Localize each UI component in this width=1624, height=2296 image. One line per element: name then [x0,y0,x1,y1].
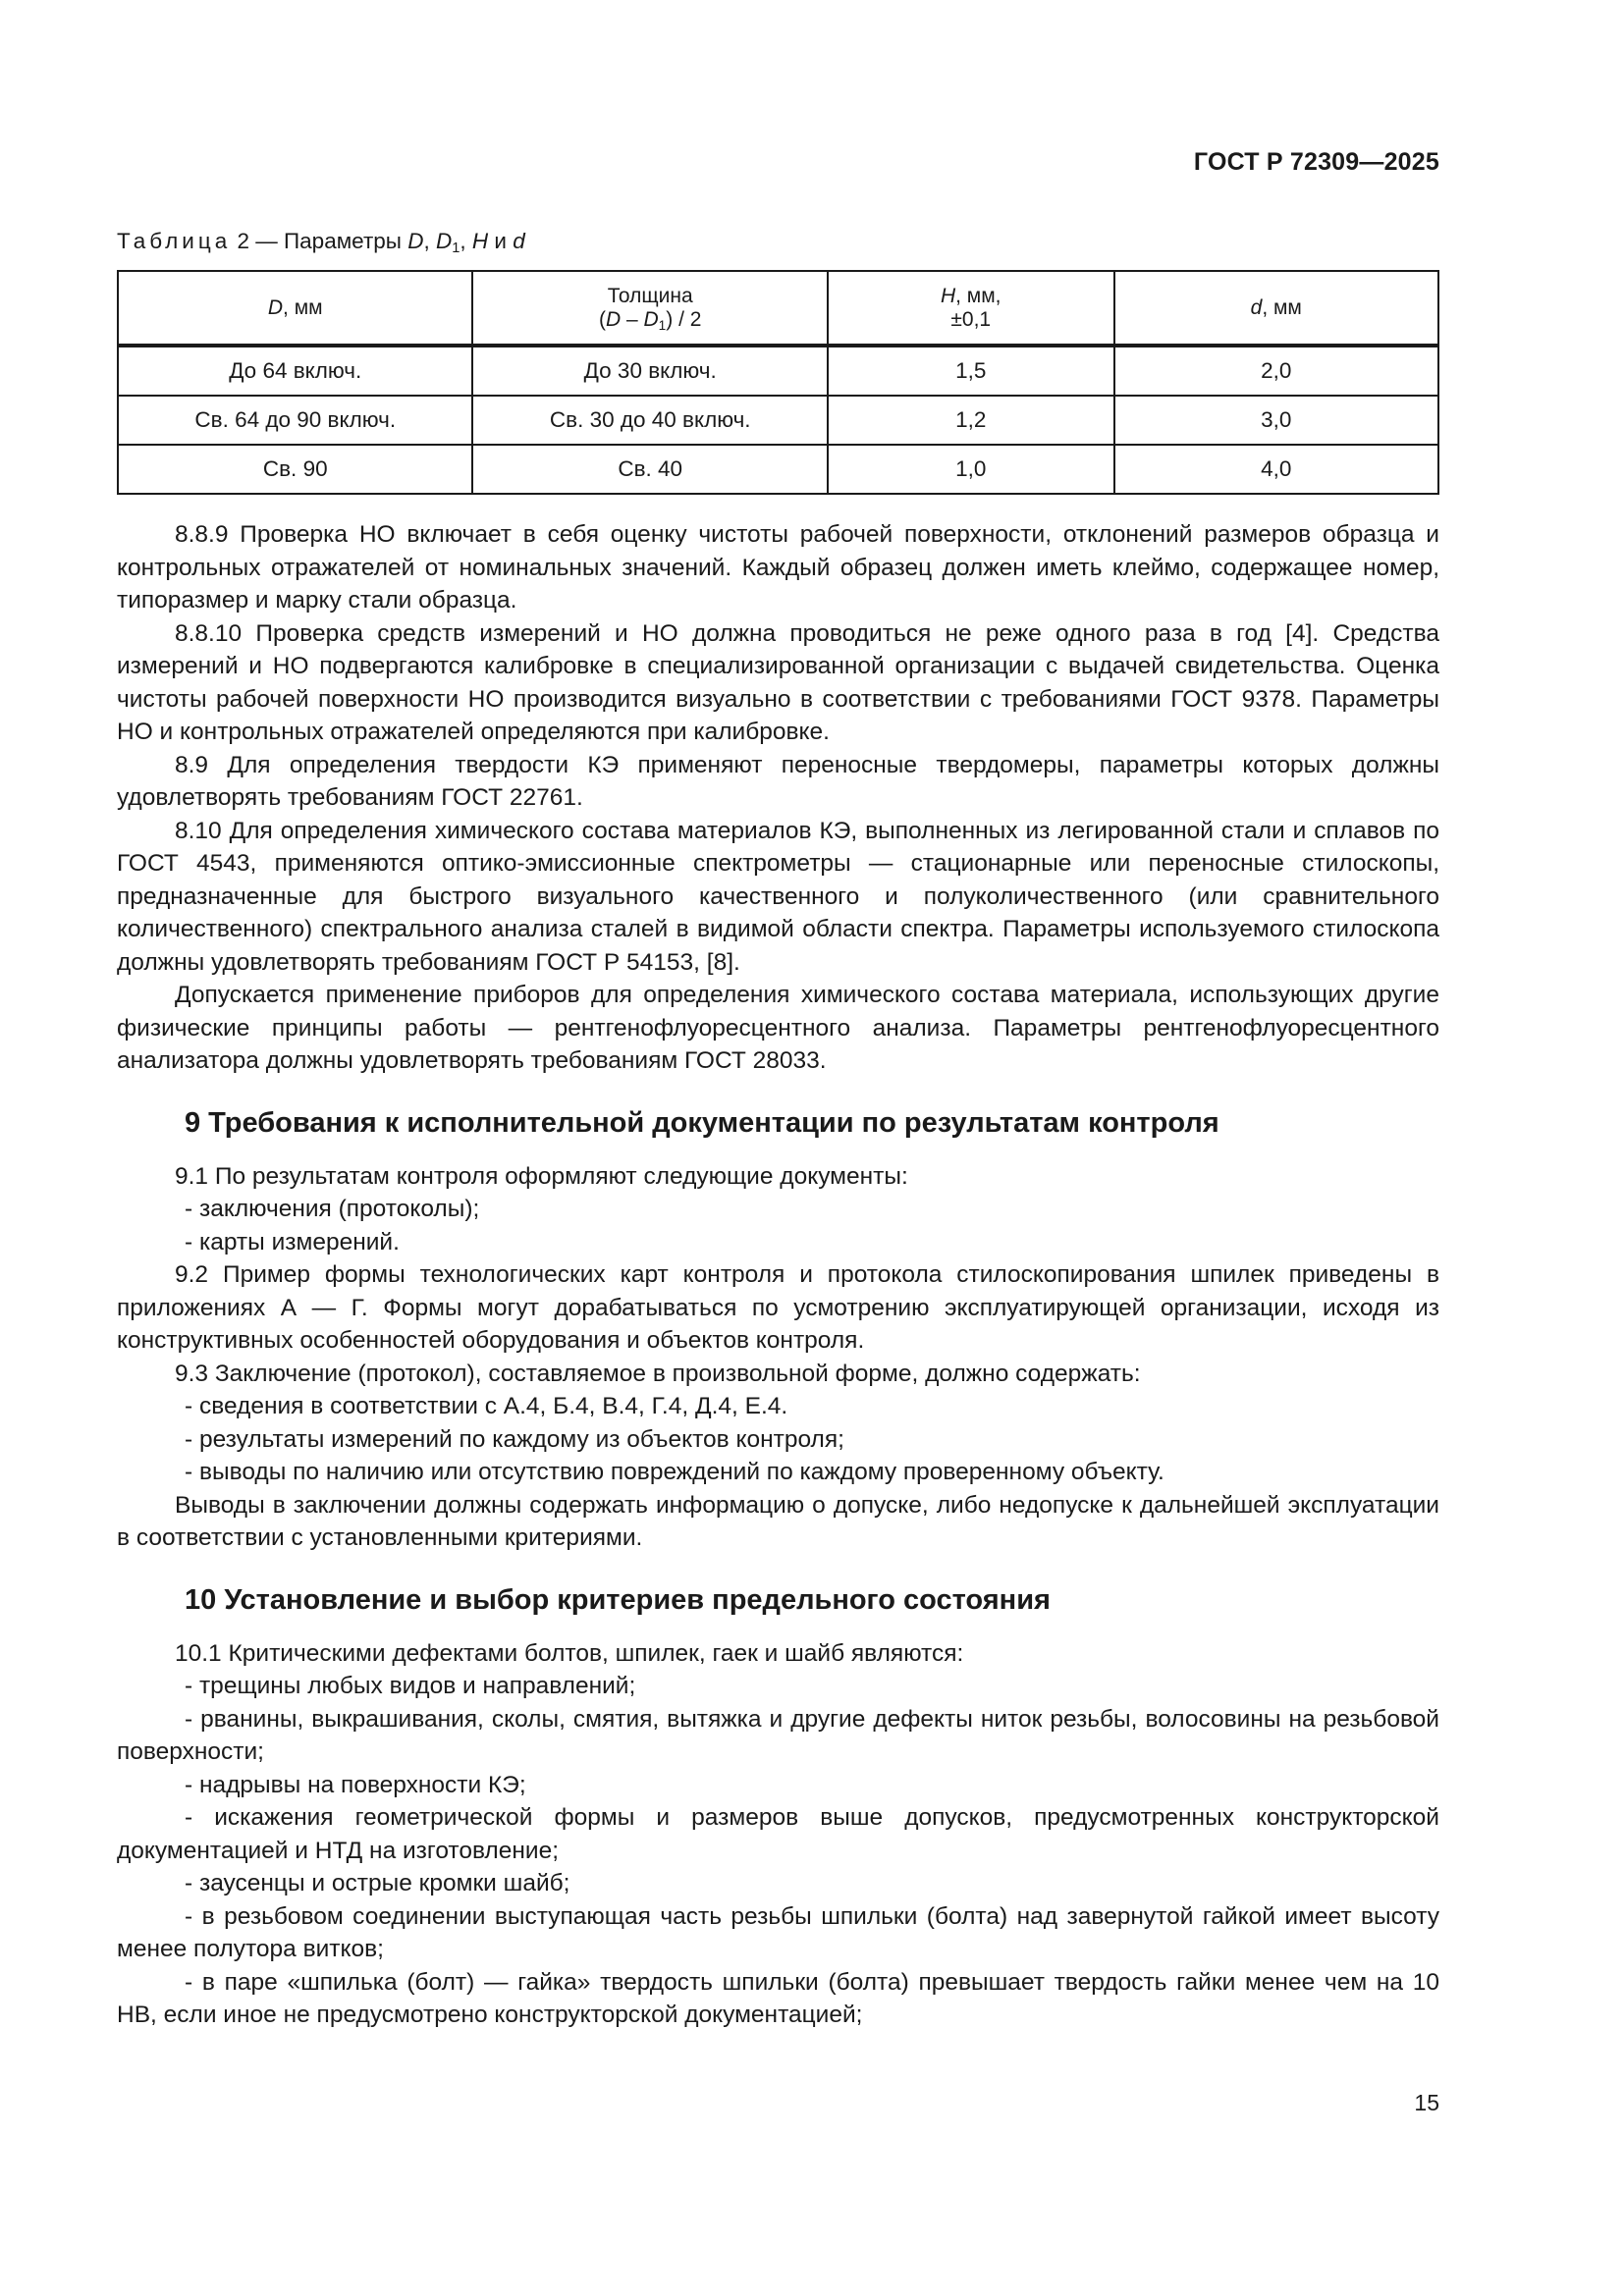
list-item: - искажения геометрической формы и размеров выше допусков, предусмотренных конструкторской документацией и НТД на изготовление; [117,1804,1439,1864]
table-caption-number: 2 — Параметры [231,229,408,253]
section-heading-9: 9 Требования к исполнительной документации по результатам контроля [185,1106,1219,1139]
header-tolerance: ±0,1 [950,307,992,331]
list-item: - надрывы на поверхности КЭ; [185,1771,526,1798]
paragraph-8-8-10: 8.8.10 Проверка средств измерений и НО должна проводиться не реже одного раза в год [4]. Средства измерений и НО подвергаются калибровке в специализированной организации с выдачей свидетельства. Оценка чистоты рабочей поверхности НО производится визуально в соответствии с требованиями ГОСТ 9378. Параметры НО и контрольных отражателей определяются при калибровке. [117,619,1439,745]
list-item: - в паре «шпилька (болт) — гайка» твердость шпильки (болта) превышает твердость гайки менее чем на 10 НВ, если иное не предусмотрено конструкторской документацией; [117,1968,1439,2028]
header-cell-thickness [472,271,828,346]
caption-var-d1: D [435,229,453,253]
caption-var-d: D [407,229,424,253]
body-text [117,518,1439,2032]
table-cell: 3,0 [1114,396,1438,445]
table-caption-prefix: Таблица [117,229,232,253]
header-var: d [1250,295,1263,319]
header-var: D [643,307,659,331]
header-unit: , мм [1262,295,1302,319]
list-item: - результаты измерений по каждому из объектов контроля; [185,1425,844,1453]
header-cell-d-small [1114,271,1438,346]
document-code: ГОСТ Р 72309—2025 [1193,148,1439,176]
header-cell-h [828,271,1114,346]
header-paren: ( [598,307,606,331]
parameters-table [117,270,1439,495]
table-cell: До 64 включ. [118,346,472,396]
list-item: - в резьбовом соединении выступающая часть резьбы шпильки (болта) над завернутой гайкой имеет высоту менее полутора витков; [117,1902,1439,1962]
header-paren: ) / 2 [666,307,702,331]
table-row [118,445,1438,494]
table-header-row [118,271,1438,346]
table-cell: 2,0 [1114,346,1438,396]
table-cell: До 30 включ. [472,346,828,396]
header-unit: , мм [283,295,323,319]
header-unit: , мм, [955,284,1001,307]
table-cell: Св. 40 [472,445,828,494]
paragraph-8-8-9: 8.8.9 Проверка НО включает в себя оценку чистоты рабочей поверхности, отклонений размеров образца и контрольных отражателей от номинальных значений. Каждый образец должен иметь клеймо, содержащее номер, типоразмер и марку стали образца. [117,521,1439,614]
caption-sep: , [460,229,472,253]
header-cell-d [118,271,472,346]
list-item: - сведения в соответствии с А.4, Б.4, В.4, Г.4, Д.4, Е.4. [185,1393,788,1419]
table-cell: Св. 64 до 90 включ. [118,396,472,445]
caption-sep: , [423,229,436,253]
table-cell: 1,5 [828,346,1114,396]
caption-var-h: H [471,229,489,253]
table-cell: Св. 90 [118,445,472,494]
header-var: H [940,284,956,307]
header-var: D [605,307,622,331]
paragraph-8-10: 8.10 Для определения химического состава материалов КЭ, выполненных из легированной стали и сплавов по ГОСТ 4543, применяются оптико-эмиссионные спектрометры — стационарные или переносные стилоскопы, предназначенные для быстрого визуального качественного и полуколичественного (или сравнительного количественного) спектрального анализа сталей в видимой области спектра. Параметры используемого стилоскопа должны удовлетворять требованиям ГОСТ Р 54153, [8]. [117,817,1439,976]
table-cell: 1,2 [828,396,1114,445]
list-item: - трещины любых видов и направлений; [185,1673,636,1699]
paragraph-10-1: 10.1 Критическими дефектами болтов, шпилек, гаек и шайб являются: [175,1639,964,1667]
section-heading-10: 10 Установление и выбор критериев предельного состояния [185,1583,1051,1616]
header-minus: – [621,307,644,331]
caption-and: и [488,229,514,253]
table-cell: Св. 30 до 40 включ. [472,396,828,445]
list-item: - заусенцы и острые кромки шайб; [185,1870,570,1896]
header-sub: 1 [658,317,667,333]
paragraph-9-3: 9.3 Заключение (протокол), составляемое в произвольной форме, должно содержать: [175,1360,1141,1387]
header-label: Толщина [607,284,693,307]
table-cell: 1,0 [828,445,1114,494]
paragraph-9-1: 9.1 По результатам контроля оформляют следующие документы: [175,1162,908,1190]
table-cell: 4,0 [1114,445,1438,494]
table-caption [117,229,525,254]
paragraph-8-10-addendum: Допускается применение приборов для определения химического состава материала, использующих другие физические принципы работы — рентгенофлуоресцентного анализа. Параметры рентгенофлуоресцентного анализатора должны удовлетворять требованиям ГОСТ 28033. [117,982,1439,1074]
paragraph-9-3-conclusion: Выводы в заключении должны содержать информацию о допуске, либо недопуске к дальнейшей эксплуатации в соответствии с установленными критериями. [117,1491,1439,1551]
list-item: - выводы по наличию или отсутствию повреждений по каждому проверенному объекту. [185,1459,1164,1485]
page-number: 15 [1414,2090,1439,2115]
list-item: - карты измерений. [185,1228,400,1255]
table-row [118,346,1438,396]
list-item: - заключения (протоколы); [185,1196,480,1222]
paragraph-9-2: 9.2 Пример формы технологических карт контроля и протокола стилоскопирования шпилек приведены в приложениях А — Г. Формы могут дорабатываться по усмотрению эксплуатирующей организации, исходя из конструктивных особенностей оборудования и объектов контроля. [117,1261,1439,1354]
list-item: - рванины, выкрашивания, сколы, смятия, вытяжка и другие дефекты ниток резьбы, волосовины на резьбовой поверхности; [117,1705,1439,1765]
paragraph-8-9: 8.9 Для определения твердости КЭ применяют переносные твердомеры, параметры которых должны удовлетворять требованиям ГОСТ 22761. [117,751,1439,811]
header-var: D [267,295,284,319]
caption-var-d-small: d [513,229,525,253]
caption-var-d1-sub: 1 [452,240,460,256]
table-row [118,396,1438,445]
